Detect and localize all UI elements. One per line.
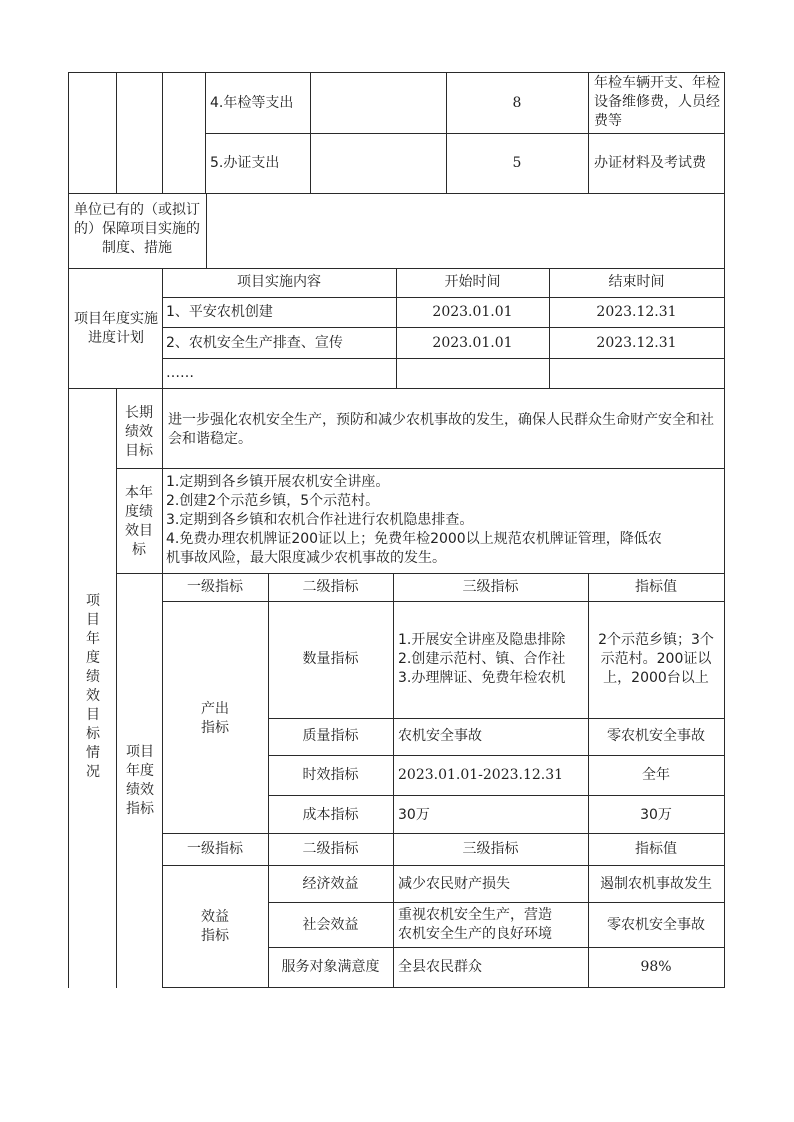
schedule-row-content: 2、农机安全生产排查、宣传	[166, 335, 343, 351]
rule	[162, 358, 724, 359]
level3-cell: 全县农民群众	[398, 959, 482, 975]
schedule-row-content: ……	[166, 365, 194, 381]
annual-line: 1.定期到各乡镇开展农机安全讲座。	[166, 474, 390, 490]
level3-cell: 2.创建示范村、镇、合作社	[398, 651, 566, 667]
rule	[116, 72, 117, 193]
level3-cell: 3.办理牌证、免费年检农机	[398, 670, 566, 686]
value-cell: 2个示范乡镇；3个	[598, 632, 714, 648]
rule	[268, 795, 724, 796]
schedule-row-end: 2023.12.31	[596, 335, 677, 351]
item-name-cell: 4.年检等支出	[210, 95, 294, 111]
value-cell: 全年	[642, 767, 670, 783]
guarantee-label: 单位已有的（或拟订的）保障项目实施的制度、措施	[74, 202, 200, 256]
rule	[162, 865, 724, 866]
rule	[268, 755, 724, 756]
level2-cell: 质量指标	[302, 728, 359, 744]
header-level2: 二级指标	[302, 841, 359, 857]
rule	[310, 72, 311, 193]
performance-label: 项目年度绩效目标情况	[86, 593, 100, 780]
annual-line: 机事故风险，最大限度减少农机事故的发生。	[166, 550, 446, 566]
schedule-header-content: 项目实施内容	[237, 274, 321, 290]
level3-cell: 重视农机安全生产，营造	[398, 907, 552, 923]
value-cell: 98%	[640, 959, 672, 975]
header-value: 指标值	[635, 841, 677, 857]
output-label: 产出指标	[201, 701, 229, 736]
value-cell: 遏制农机事故发生	[600, 876, 712, 892]
indicators-label: 项目年度绩效指标	[126, 744, 154, 817]
schedule-row-start: 2023.01.01	[432, 335, 513, 351]
schedule-label: 项目年度实施进度计划	[74, 311, 158, 346]
header-level1: 一级指标	[187, 841, 243, 857]
schedule-header-start: 开始时间	[444, 274, 501, 290]
level2-cell: 经济效益	[302, 876, 359, 892]
note-cell: 年检车辆开支、年检设备维修费，人员经费等	[594, 75, 720, 129]
rule	[162, 297, 724, 298]
header-value: 指标值	[635, 579, 677, 595]
header-level3: 三级指标	[462, 579, 519, 595]
annual-label: 本年度绩效目标	[125, 485, 153, 558]
schedule-row-start: 2023.01.01	[432, 304, 513, 320]
rule	[205, 133, 724, 134]
rule	[724, 72, 725, 988]
level2-cell: 时效指标	[302, 767, 359, 783]
rule	[206, 193, 207, 268]
rule	[68, 193, 724, 194]
long-term-label: 长期绩效目标	[125, 405, 153, 459]
rule	[162, 987, 724, 988]
rule	[68, 72, 69, 988]
rule	[162, 601, 724, 602]
rule	[268, 902, 724, 903]
rule	[162, 833, 724, 834]
note-cell: 办证材料及考试费	[594, 155, 706, 171]
rule	[162, 327, 724, 328]
value-cell: 零农机安全事故	[607, 728, 705, 744]
benefit-label: 效益指标	[201, 909, 229, 944]
annual-line: 3.定期到各乡镇和农机合作社进行农机隐患排查。	[166, 512, 474, 528]
level2-cell: 数量指标	[302, 651, 359, 667]
rule	[393, 573, 394, 988]
item-name-cell: 5.办证支出	[210, 155, 280, 171]
level3-cell: 减少农民财产损失	[398, 876, 510, 892]
rule	[68, 388, 724, 389]
rule	[162, 573, 163, 988]
rule	[162, 388, 163, 574]
rule	[116, 388, 117, 988]
level2-cell: 服务对象满意度	[281, 959, 380, 975]
level2-cell: 成本指标	[302, 807, 359, 823]
rule	[162, 72, 163, 193]
value-cell: 30万	[640, 807, 672, 823]
rule	[205, 72, 206, 193]
schedule-row-end: 2023.12.31	[596, 304, 677, 320]
rule	[116, 468, 724, 469]
rule	[446, 72, 447, 193]
level3-cell: 1.开展安全讲座及隐患排除	[398, 632, 566, 648]
annual-line: 2.创建2个示范乡镇，5个示范村。	[166, 493, 380, 509]
long-term-text: 进一步强化农机安全生产，预防和减少农机事故的发生，确保人民群众生命财产安全和社会和谐稳定。	[168, 412, 714, 447]
level2-cell: 社会效益	[302, 917, 359, 933]
rule	[268, 947, 724, 948]
value-cell: 零农机安全事故	[607, 917, 705, 933]
schedule-row-content: 1、平安农机创建	[166, 304, 273, 320]
level3-cell: 农机安全事故	[398, 728, 482, 744]
amount-cell: 8	[512, 95, 522, 111]
header-level2: 二级指标	[302, 579, 359, 595]
annual-line: 4.免费办理农机牌证200证以上；免费年检2000以上规范农机牌证管理，降低农	[166, 531, 662, 547]
amount-cell: 5	[512, 155, 522, 171]
level3-cell: 农机安全生产的良好环境	[398, 926, 552, 942]
rule	[588, 72, 589, 193]
value-cell: 上，2000台以上	[603, 670, 709, 686]
level3-cell: 2023.01.01-2023.12.31	[398, 767, 564, 783]
header-level3: 三级指标	[462, 841, 519, 857]
level3-cell: 30万	[398, 807, 430, 823]
schedule-header-end: 结束时间	[608, 274, 665, 290]
value-cell: 示范村。200证以	[600, 651, 712, 667]
rule	[116, 573, 724, 574]
header-level1: 一级指标	[187, 579, 243, 595]
rule	[268, 718, 724, 719]
